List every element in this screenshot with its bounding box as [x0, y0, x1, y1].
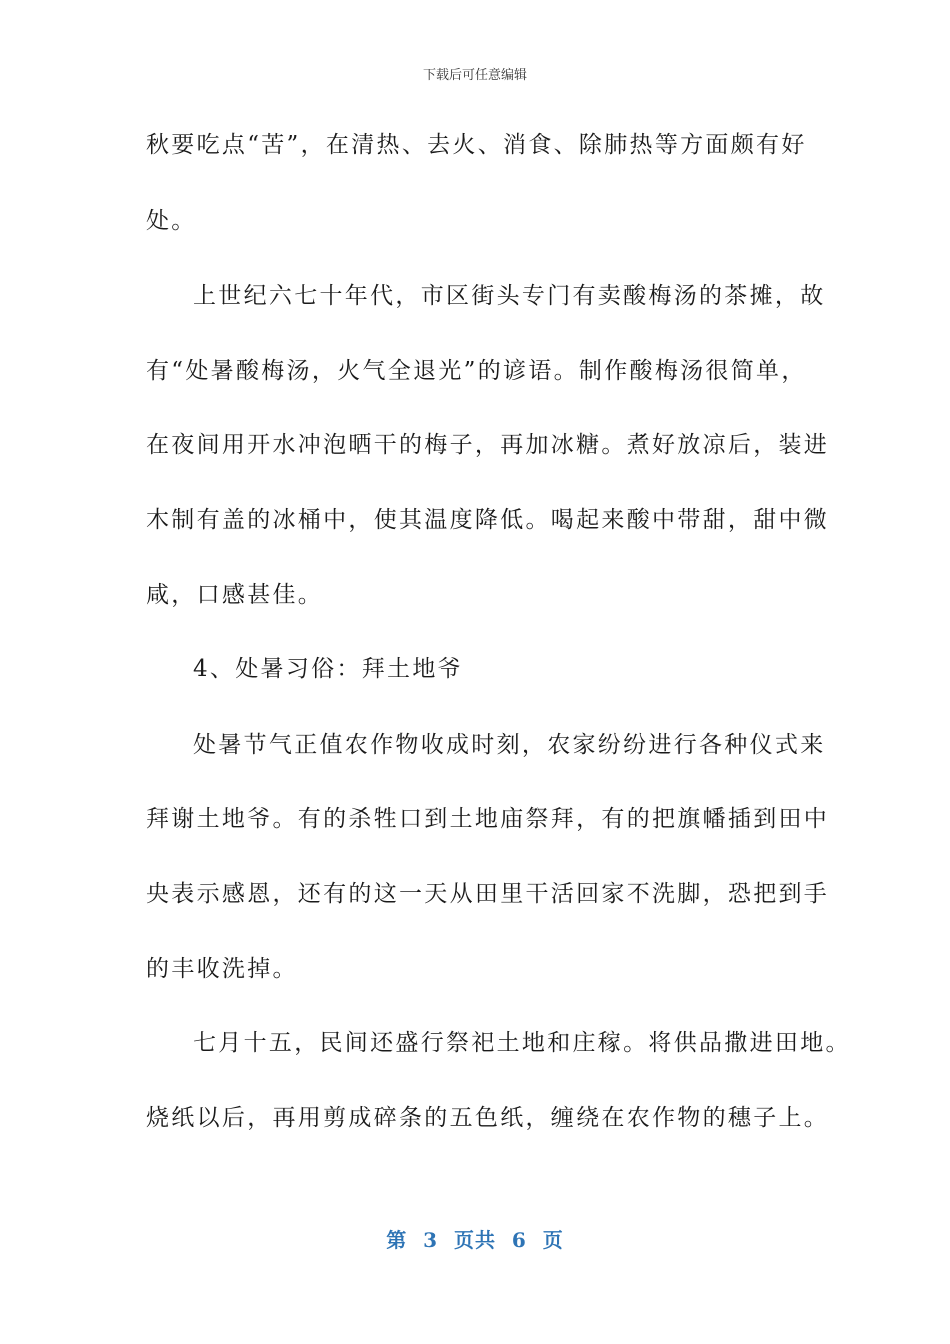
body-line: 拜谢土地爷。有的杀牲口到土地庙祭拜，有的把旗幡插到田中 [146, 806, 830, 832]
body-line: 有“处暑酸梅汤，火气全退光”的谚语。制作酸梅汤很简单， [146, 358, 807, 384]
body-line: 七月十五，民间还盛行祭祀土地和庄稼。将供品撒进田地。 [193, 1030, 851, 1056]
page-header: 下载后可任意编辑 [422, 68, 527, 83]
body-line: 木制有盖的冰桶中，使其温度降低。喝起来酸中带甜，甜中微 [146, 507, 830, 533]
section-heading: 4、处暑习俗：拜土地爷 [193, 656, 463, 682]
body-line: 处。 [146, 208, 197, 234]
body-line: 上世纪六七十年代，市区街头专门有卖酸梅汤的茶摊，故 [193, 283, 826, 309]
page-footer: 第 3 页共 6 页 [386, 1228, 564, 1252]
body-line: 央表示感恩，还有的这一天从田里干活回家不洗脚，恐把到手 [146, 881, 830, 907]
body-line: 处暑节气正值农作物收成时刻，农家纷纷进行各种仪式来 [193, 732, 826, 758]
body-line: 烧纸以后，再用剪成碎条的五色纸，缠绕在农作物的穗子上。 [146, 1105, 830, 1131]
body-line: 的丰收洗掉。 [146, 956, 298, 982]
body-line: 咸，口感甚佳。 [146, 582, 324, 608]
body-line: 秋要吃点“苦”，在清热、去火、消食、除肺热等方面颇有好 [146, 132, 807, 158]
body-line: 在夜间用开水冲泡晒干的梅子，再加冰糖。煮好放凉后，装进 [146, 432, 830, 458]
